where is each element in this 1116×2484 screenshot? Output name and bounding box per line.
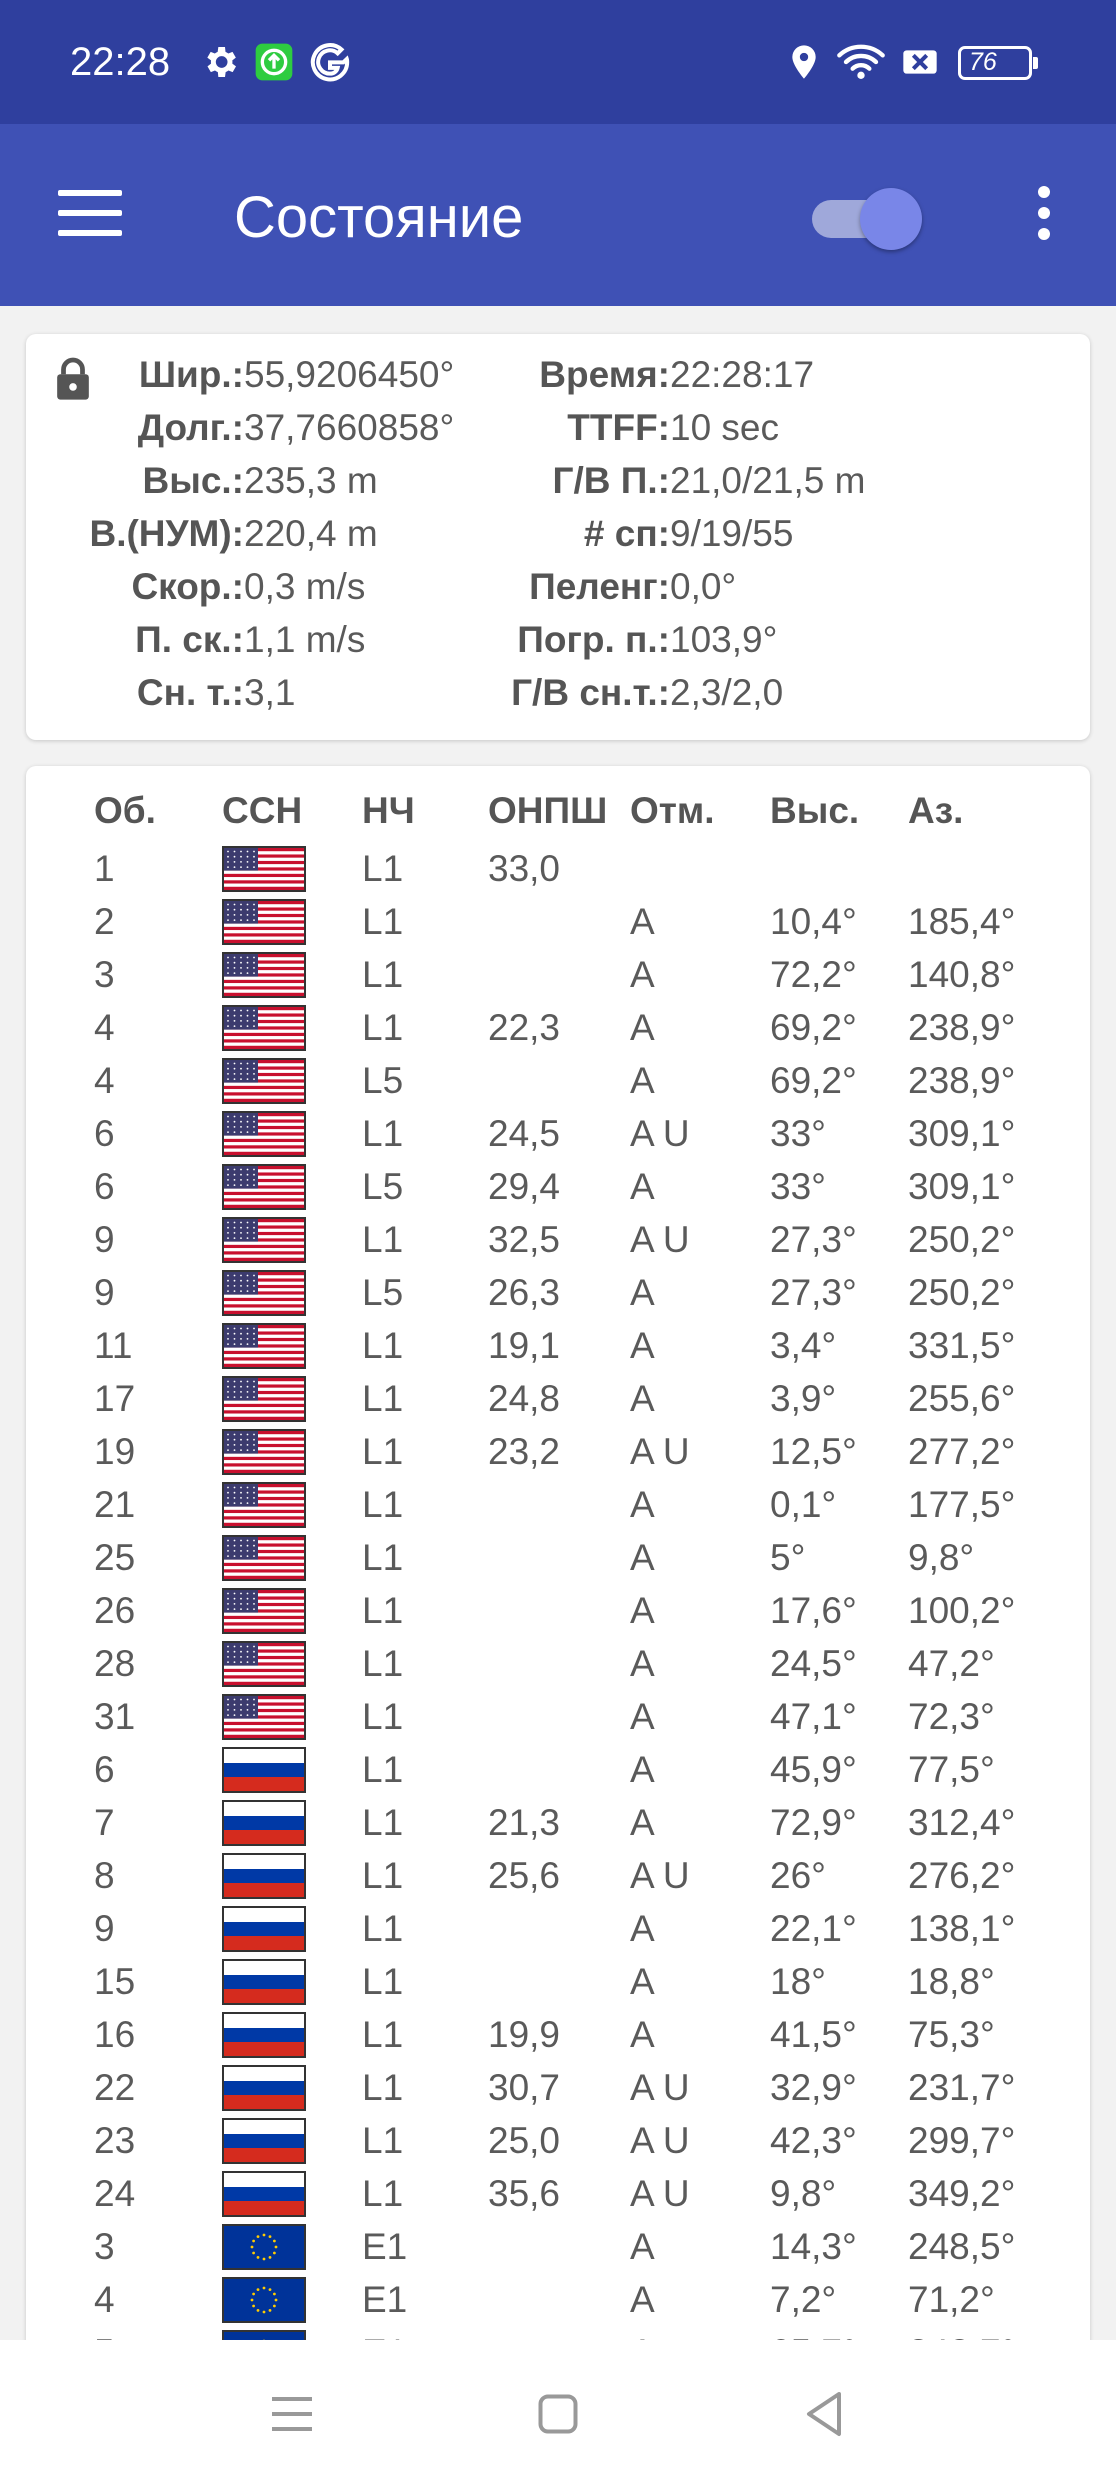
sat-frequency: L1 bbox=[362, 954, 404, 995]
toggle-thumb bbox=[860, 188, 922, 250]
battery-icon bbox=[958, 46, 1032, 80]
sat-flags: A bbox=[630, 2226, 655, 2267]
sat-frequency: L1 bbox=[362, 1431, 404, 1472]
us-flag-icon bbox=[222, 1482, 306, 1528]
satellite-row bbox=[26, 1319, 1090, 1372]
satellites-card bbox=[26, 766, 1090, 2484]
sat-flags: A bbox=[630, 2014, 655, 2055]
app-update-icon bbox=[254, 42, 294, 82]
satellite-row bbox=[26, 2220, 1090, 2273]
status-row bbox=[26, 354, 1090, 407]
status-row bbox=[26, 407, 1090, 460]
sat-flags: A U bbox=[630, 1113, 690, 1154]
sat-elevation: 32,9° bbox=[770, 2067, 857, 2108]
satellite-row bbox=[26, 1372, 1090, 1425]
sat-id: 8 bbox=[94, 1855, 115, 1896]
sat-elevation: 5° bbox=[770, 1537, 806, 1578]
sat-cn0: 21,3 bbox=[488, 1802, 561, 1843]
us-flag-icon bbox=[222, 1641, 306, 1687]
satellite-row bbox=[26, 1478, 1090, 1531]
sat-cn0: 24,5 bbox=[488, 1113, 561, 1154]
sat-azimuth: 47,2° bbox=[908, 1643, 995, 1684]
sat-azimuth: 231,7° bbox=[908, 2067, 1016, 2108]
sat-id: 31 bbox=[94, 1696, 136, 1737]
sat-elevation: 17,6° bbox=[770, 1590, 857, 1631]
sat-flags: A bbox=[630, 1325, 655, 1366]
satellite-row bbox=[26, 2061, 1090, 2114]
status-value: 235,3 m bbox=[244, 460, 378, 501]
sat-frequency: L1 bbox=[362, 1113, 404, 1154]
header-elevation: Выс. bbox=[770, 790, 860, 831]
sat-id: 17 bbox=[94, 1378, 136, 1419]
satellite-row bbox=[26, 1796, 1090, 1849]
us-flag-icon bbox=[222, 1217, 306, 1263]
sat-cn0: 29,4 bbox=[488, 1166, 561, 1207]
sat-azimuth: 100,2° bbox=[908, 1590, 1016, 1631]
sat-elevation: 41,5° bbox=[770, 2014, 857, 2055]
sat-frequency: L5 bbox=[362, 1272, 404, 1313]
sat-flags: A U bbox=[630, 2120, 690, 2161]
us-flag-icon bbox=[222, 952, 306, 998]
status-label: П. ск.: bbox=[135, 619, 244, 660]
satellite-row bbox=[26, 1743, 1090, 1796]
system-nav-bar bbox=[0, 2340, 1116, 2484]
sat-frequency: L1 bbox=[362, 1537, 404, 1578]
sat-id: 24 bbox=[94, 2173, 136, 2214]
status-value: 10 sec bbox=[670, 407, 780, 448]
sat-id: 6 bbox=[94, 1749, 115, 1790]
sat-id: 7 bbox=[94, 1802, 115, 1843]
status-label: Погр. п.: bbox=[517, 619, 670, 660]
sat-elevation: 26° bbox=[770, 1855, 826, 1896]
satellites-table[interactable] bbox=[26, 842, 1090, 2379]
sat-flags: A bbox=[630, 954, 655, 995]
sat-frequency: L1 bbox=[362, 2014, 404, 2055]
position-status-card bbox=[26, 334, 1090, 740]
sat-azimuth: 238,9° bbox=[908, 1060, 1016, 1101]
sat-id: 19 bbox=[94, 1431, 136, 1472]
sat-id: 3 bbox=[94, 2226, 115, 2267]
satellite-row bbox=[26, 1213, 1090, 1266]
sat-azimuth: 140,8° bbox=[908, 954, 1016, 995]
sat-flags: A bbox=[630, 1802, 655, 1843]
sat-elevation: 3,4° bbox=[770, 1325, 837, 1366]
sat-elevation: 10,4° bbox=[770, 901, 857, 942]
status-label: Г/В сн.т.: bbox=[511, 672, 670, 713]
satellite-row bbox=[26, 1637, 1090, 1690]
status-value: 9/19/55 bbox=[670, 513, 794, 554]
us-flag-icon bbox=[222, 1429, 306, 1475]
sat-azimuth: 177,5° bbox=[908, 1484, 1016, 1525]
russia-flag-icon bbox=[222, 2171, 306, 2217]
sat-cn0: 32,5 bbox=[488, 1219, 561, 1260]
satellite-row bbox=[26, 2114, 1090, 2167]
sat-elevation: 42,3° bbox=[770, 2120, 857, 2161]
sat-azimuth: 312,4° bbox=[908, 1802, 1016, 1843]
satellite-row bbox=[26, 1160, 1090, 1213]
sat-frequency: L1 bbox=[362, 1643, 404, 1684]
settings-icon bbox=[200, 42, 240, 82]
sat-cn0: 25,0 bbox=[488, 2120, 561, 2161]
sat-frequency: L1 bbox=[362, 1855, 404, 1896]
sat-cn0: 25,6 bbox=[488, 1855, 561, 1896]
sat-flags: A bbox=[630, 1961, 655, 2002]
status-row bbox=[26, 566, 1090, 619]
sat-elevation: 3,9° bbox=[770, 1378, 837, 1419]
sat-elevation: 27,3° bbox=[770, 1219, 857, 1260]
sat-flags: A bbox=[630, 1749, 655, 1790]
status-label: Сн. т.: bbox=[136, 672, 244, 713]
sat-cn0: 30,7 bbox=[488, 2067, 561, 2108]
sat-frequency: L1 bbox=[362, 1749, 404, 1790]
header-constellation: ССН bbox=[222, 790, 303, 831]
sat-flags: A bbox=[630, 901, 655, 942]
us-flag-icon bbox=[222, 1164, 306, 1210]
status-label: # сп: bbox=[583, 513, 670, 554]
russia-flag-icon bbox=[222, 1959, 306, 2005]
header-azimuth: Аз. bbox=[908, 790, 964, 831]
sat-frequency: L1 bbox=[362, 2120, 404, 2161]
sat-frequency: L1 bbox=[362, 1696, 404, 1737]
tracking-toggle[interactable] bbox=[812, 182, 924, 252]
satellite-row bbox=[26, 1531, 1090, 1584]
sat-elevation: 72,9° bbox=[770, 1802, 857, 1843]
us-flag-icon bbox=[222, 1535, 306, 1581]
sat-frequency: E1 bbox=[362, 2226, 408, 2267]
sat-id: 9 bbox=[94, 1219, 115, 1260]
satellite-row bbox=[26, 842, 1090, 895]
sat-id: 16 bbox=[94, 2014, 136, 2055]
us-flag-icon bbox=[222, 846, 306, 892]
sat-frequency: L1 bbox=[362, 1961, 404, 2002]
app-bar bbox=[0, 124, 1116, 306]
sat-id: 3 bbox=[94, 954, 115, 995]
sat-azimuth: 138,1° bbox=[908, 1908, 1016, 1949]
sat-cn0: 19,9 bbox=[488, 2014, 561, 2055]
sat-flags: A bbox=[630, 1908, 655, 1949]
sat-id: 26 bbox=[94, 1590, 136, 1631]
sat-flags: A bbox=[630, 1537, 655, 1578]
sat-cn0: 26,3 bbox=[488, 1272, 561, 1313]
sat-frequency: L1 bbox=[362, 1484, 404, 1525]
sat-flags: A bbox=[630, 1696, 655, 1737]
sat-azimuth: 72,3° bbox=[908, 1696, 995, 1737]
status-value: 3,1 bbox=[244, 672, 296, 713]
sat-azimuth: 185,4° bbox=[908, 901, 1016, 942]
sat-flags: A bbox=[630, 1378, 655, 1419]
us-flag-icon bbox=[222, 1694, 306, 1740]
header-cn0: ОНПШ bbox=[488, 790, 608, 831]
sat-elevation: 27,3° bbox=[770, 1272, 857, 1313]
header-flags: Отм. bbox=[630, 790, 715, 831]
status-label: Долг.: bbox=[137, 407, 244, 448]
status-label: Г/В П.: bbox=[552, 460, 670, 501]
russia-flag-icon bbox=[222, 2118, 306, 2164]
sat-cn0: 33,0 bbox=[488, 848, 561, 889]
sat-azimuth: 75,3° bbox=[908, 2014, 995, 2055]
sat-azimuth: 18,8° bbox=[908, 1961, 995, 2002]
sat-id: 6 bbox=[94, 1166, 115, 1207]
status-row bbox=[26, 460, 1090, 513]
russia-flag-icon bbox=[222, 1800, 306, 1846]
sat-frequency: L1 bbox=[362, 2067, 404, 2108]
sat-cn0: 24,8 bbox=[488, 1378, 561, 1419]
sat-id: 25 bbox=[94, 1537, 136, 1578]
home-icon[interactable] bbox=[528, 2384, 588, 2444]
sat-elevation: 72,2° bbox=[770, 954, 857, 995]
sat-frequency: E1 bbox=[362, 2279, 408, 2320]
sat-flags: A bbox=[630, 1643, 655, 1684]
sat-flags: A U bbox=[630, 1855, 690, 1896]
sat-azimuth: 299,7° bbox=[908, 2120, 1016, 2161]
sat-elevation: 24,5° bbox=[770, 1643, 857, 1684]
status-value: 0,3 m/s bbox=[244, 566, 366, 607]
us-flag-icon bbox=[222, 1058, 306, 1104]
sat-azimuth: 250,2° bbox=[908, 1272, 1016, 1313]
satellite-row bbox=[26, 1849, 1090, 1902]
satellite-row bbox=[26, 1425, 1090, 1478]
sat-azimuth: 309,1° bbox=[908, 1113, 1016, 1154]
sat-azimuth: 331,5° bbox=[908, 1325, 1016, 1366]
sat-frequency: L1 bbox=[362, 2173, 404, 2214]
sat-azimuth: 255,6° bbox=[908, 1378, 1016, 1419]
status-value: 55,9206450° bbox=[244, 354, 455, 395]
sat-flags: A bbox=[630, 1166, 655, 1207]
sat-id: 11 bbox=[94, 1325, 133, 1366]
sat-id: 22 bbox=[94, 2067, 136, 2108]
sat-elevation: 22,1° bbox=[770, 1908, 857, 1949]
status-bar bbox=[0, 0, 1116, 124]
sat-azimuth: 277,2° bbox=[908, 1431, 1016, 1472]
sat-elevation: 45,9° bbox=[770, 1749, 857, 1790]
sat-azimuth: 9,8° bbox=[908, 1537, 975, 1578]
us-flag-icon bbox=[222, 1376, 306, 1422]
sat-elevation: 33° bbox=[770, 1113, 826, 1154]
sat-azimuth: 276,2° bbox=[908, 1855, 1016, 1896]
sat-flags: A bbox=[630, 1060, 655, 1101]
sat-azimuth: 309,1° bbox=[908, 1166, 1016, 1207]
sat-azimuth: 349,2° bbox=[908, 2173, 1016, 2214]
russia-flag-icon bbox=[222, 2065, 306, 2111]
status-label: Время: bbox=[539, 354, 670, 395]
battery-level: 76 bbox=[969, 48, 997, 76]
satellite-row bbox=[26, 1107, 1090, 1160]
status-value: 220,4 m bbox=[244, 513, 378, 554]
sat-flags: A U bbox=[630, 2067, 690, 2108]
sat-flags: A bbox=[630, 1484, 655, 1525]
status-value: 21,0/21,5 m bbox=[670, 460, 866, 501]
sat-flags: A bbox=[630, 1590, 655, 1631]
eu-flag-icon bbox=[222, 2277, 306, 2323]
sat-frequency: L1 bbox=[362, 1325, 404, 1366]
satellite-row bbox=[26, 2273, 1090, 2326]
status-value: 2,3/2,0 bbox=[670, 672, 784, 713]
sat-cn0: 22,3 bbox=[488, 1007, 561, 1048]
satellites-table-header bbox=[26, 790, 1090, 840]
sat-cn0: 35,6 bbox=[488, 2173, 561, 2214]
sat-flags: A U bbox=[630, 1431, 690, 1472]
status-label: Шир.: bbox=[138, 354, 244, 395]
satellite-row bbox=[26, 1902, 1090, 1955]
russia-flag-icon bbox=[222, 2012, 306, 2058]
sat-elevation: 12,5° bbox=[770, 1431, 857, 1472]
sat-frequency: L1 bbox=[362, 848, 404, 889]
status-value: 0,0° bbox=[670, 566, 737, 607]
sat-cn0: 19,1 bbox=[488, 1325, 561, 1366]
status-label: В.(НУМ): bbox=[89, 513, 244, 554]
sat-cn0: 23,2 bbox=[488, 1431, 561, 1472]
sat-id: 4 bbox=[94, 1060, 115, 1101]
russia-flag-icon bbox=[222, 1853, 306, 1899]
sat-elevation: 33° bbox=[770, 1166, 826, 1207]
status-value: 37,7660858° bbox=[244, 407, 455, 448]
sat-id: 4 bbox=[94, 1007, 115, 1048]
russia-flag-icon bbox=[222, 1747, 306, 1793]
satellite-row bbox=[26, 895, 1090, 948]
sat-flags: A bbox=[630, 2279, 655, 2320]
sat-frequency: L1 bbox=[362, 901, 404, 942]
eu-flag-icon bbox=[222, 2224, 306, 2270]
satellite-row bbox=[26, 948, 1090, 1001]
sat-frequency: L1 bbox=[362, 1802, 404, 1843]
sat-elevation: 18° bbox=[770, 1961, 826, 2002]
sat-id: 1 bbox=[94, 848, 115, 889]
back-icon[interactable] bbox=[794, 2384, 854, 2444]
us-flag-icon bbox=[222, 899, 306, 945]
sat-flags: A U bbox=[630, 1219, 690, 1260]
satellite-row bbox=[26, 1054, 1090, 1107]
satellite-row bbox=[26, 1584, 1090, 1637]
status-value: 103,9° bbox=[670, 619, 778, 660]
sat-azimuth: 77,5° bbox=[908, 1749, 995, 1790]
status-row bbox=[26, 513, 1090, 566]
satellite-row bbox=[26, 2167, 1090, 2220]
us-flag-icon bbox=[222, 1270, 306, 1316]
satellite-row bbox=[26, 1001, 1090, 1054]
sat-frequency: L1 bbox=[362, 1590, 404, 1631]
sat-frequency: L1 bbox=[362, 1219, 404, 1260]
sat-id: 9 bbox=[94, 1272, 115, 1313]
status-value: 22:28:17 bbox=[670, 354, 815, 395]
menu-icon[interactable] bbox=[58, 190, 122, 238]
sat-id: 28 bbox=[94, 1643, 136, 1684]
sat-flags: A bbox=[630, 1272, 655, 1313]
header-id: Об. bbox=[94, 790, 156, 831]
sat-frequency: L5 bbox=[362, 1060, 404, 1101]
sat-flags: A bbox=[630, 1007, 655, 1048]
status-label: TTFF: bbox=[567, 407, 670, 448]
us-flag-icon bbox=[222, 1111, 306, 1157]
sat-elevation: 0,1° bbox=[770, 1484, 837, 1525]
sat-azimuth: 71,2° bbox=[908, 2279, 995, 2320]
satellite-row bbox=[26, 1955, 1090, 2008]
sat-elevation: 7,2° bbox=[770, 2279, 837, 2320]
us-flag-icon bbox=[222, 1005, 306, 1051]
sat-azimuth: 248,5° bbox=[908, 2226, 1016, 2267]
satellite-row bbox=[26, 2008, 1090, 2061]
wifi-icon bbox=[836, 42, 886, 82]
sat-frequency: L1 bbox=[362, 1908, 404, 1949]
us-flag-icon bbox=[222, 1588, 306, 1634]
sat-frequency: L1 bbox=[362, 1007, 404, 1048]
status-label: Пеленг: bbox=[529, 566, 670, 607]
sat-id: 15 bbox=[94, 1961, 136, 2002]
sat-id: 21 bbox=[94, 1484, 136, 1525]
page-title: Состояние bbox=[234, 185, 524, 250]
status-label: Скор.: bbox=[131, 566, 244, 607]
status-time: 22:28 bbox=[70, 40, 171, 84]
sat-elevation: 9,8° bbox=[770, 2173, 837, 2214]
google-icon bbox=[310, 42, 350, 82]
sat-azimuth: 250,2° bbox=[908, 1219, 1016, 1260]
russia-flag-icon bbox=[222, 1906, 306, 1952]
satellite-row bbox=[26, 1266, 1090, 1319]
sat-flags: A U bbox=[630, 2173, 690, 2214]
sat-elevation: 69,2° bbox=[770, 1060, 857, 1101]
sim-off-icon bbox=[900, 42, 940, 82]
sat-id: 23 bbox=[94, 2120, 136, 2161]
header-frequency: НЧ bbox=[362, 790, 415, 831]
us-flag-icon bbox=[222, 1323, 306, 1369]
sat-id: 4 bbox=[94, 2279, 115, 2320]
sat-frequency: L1 bbox=[362, 1378, 404, 1419]
sat-frequency: L5 bbox=[362, 1166, 404, 1207]
status-value: 1,1 m/s bbox=[244, 619, 366, 660]
sat-elevation: 47,1° bbox=[770, 1696, 857, 1737]
status-row bbox=[26, 619, 1090, 672]
sat-elevation: 69,2° bbox=[770, 1007, 857, 1048]
status-label: Выс.: bbox=[142, 460, 244, 501]
sat-id: 6 bbox=[94, 1113, 115, 1154]
location-icon bbox=[784, 42, 824, 82]
sat-azimuth: 238,9° bbox=[908, 1007, 1016, 1048]
more-options-icon[interactable] bbox=[1034, 186, 1054, 246]
sat-elevation: 14,3° bbox=[770, 2226, 857, 2267]
satellite-row bbox=[26, 1690, 1090, 1743]
sat-id: 2 bbox=[94, 901, 115, 942]
sat-id: 9 bbox=[94, 1908, 115, 1949]
status-row bbox=[26, 672, 1090, 725]
recents-icon[interactable] bbox=[262, 2384, 322, 2444]
